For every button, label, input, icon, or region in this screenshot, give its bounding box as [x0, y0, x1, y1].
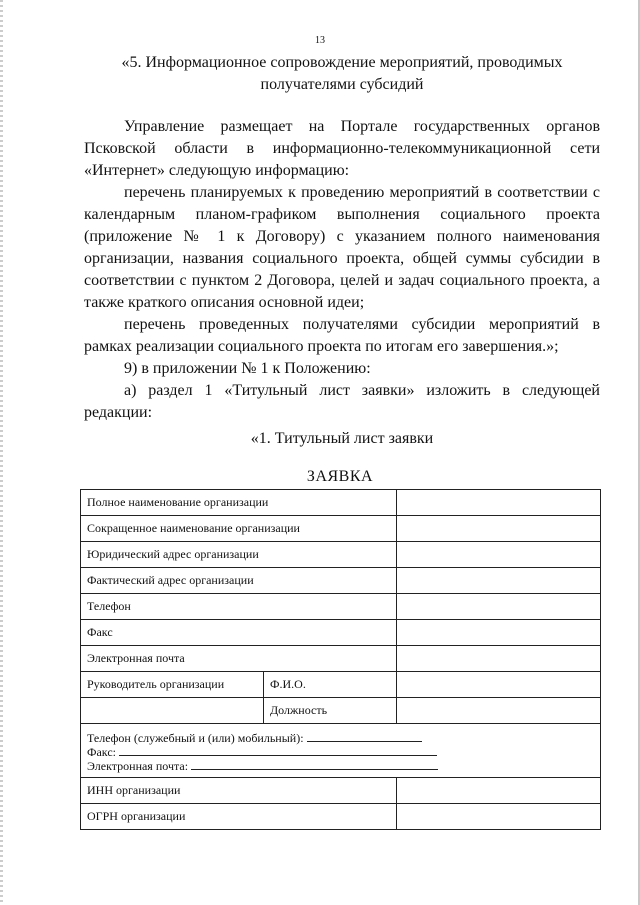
- phone-value: [397, 594, 601, 620]
- contact-phone-label: Телефон (служебный и (или) мобильный):: [87, 731, 304, 745]
- paragraph: перечень планируемых к проведению мероприятий в соответствии с календарным планом-графиком выполнения социального проекта (приложение № 1 к Договору) с указанием полного наименования организации, названия социального проекта, общей суммы субсидии в соответствии с пунктом 2 Договора, целей и задач социального проекта, а также краткого описания основной идеи;: [84, 184, 600, 311]
- email-label: Электронная почта: [81, 646, 397, 672]
- paragraph: 9) в приложении № 1 к Положению:: [124, 360, 371, 377]
- table-row: [81, 698, 601, 724]
- scan-edge-left: [0, 0, 3, 905]
- full-name-label: Полное наименование организации: [81, 490, 397, 516]
- head-label: Руководитель организации: [81, 672, 264, 698]
- inn-value: [397, 778, 601, 804]
- table-row: [81, 804, 601, 830]
- contact-fax-line: [87, 745, 594, 759]
- contact-info-cell: [81, 724, 601, 778]
- contact-phone-line: [87, 731, 594, 745]
- legal-address-label: Юридический адрес организации: [81, 542, 397, 568]
- position-value: [397, 698, 601, 724]
- actual-address-label: Фактический адрес организации: [81, 568, 397, 594]
- contact-phone-underline: [307, 731, 422, 742]
- inn-label: ИНН организации: [81, 778, 397, 804]
- paragraph: перечень проведенных получателями субсидии мероприятий в рамках реализации социального проекта по итогам его завершения.»;: [84, 316, 600, 355]
- table-row: [81, 490, 601, 516]
- table-row: [81, 516, 601, 542]
- paragraph: Управление размещает на Портале государственных органов Псковской области в информационно-телекоммуникационной сети «Интернет» следующую информацию:: [84, 118, 600, 179]
- paragraph: а) раздел 1 «Титульный лист заявки» изложить в следующей редакции:: [84, 382, 600, 421]
- table-row: [81, 672, 601, 698]
- fio-label: Ф.И.О.: [264, 672, 397, 698]
- contact-fax-underline: [119, 745, 437, 756]
- table-row: [81, 542, 601, 568]
- section-heading: «5. Информационное сопровождение мероприятий, проводимых получателями субсидий: [121, 54, 563, 93]
- position-label: Должность: [264, 698, 397, 724]
- email-value: [397, 646, 601, 672]
- table-row: [81, 778, 601, 804]
- fax-label: Факс: [81, 620, 397, 646]
- contact-email-underline: [191, 759, 438, 770]
- fio-value: [397, 672, 601, 698]
- subheading: «1. Титульный лист заявки: [250, 430, 434, 447]
- contact-email-line: [87, 759, 594, 773]
- table-row: [81, 724, 601, 778]
- phone-label: Телефон: [81, 594, 397, 620]
- head-label-cont: [81, 698, 264, 724]
- contact-email-label: Электронная почта:: [87, 759, 189, 773]
- short-name-value: [397, 516, 601, 542]
- table-row: [81, 594, 601, 620]
- legal-address-value: [397, 542, 601, 568]
- short-name-label: Сокращенное наименование организации: [81, 516, 397, 542]
- table-row: [81, 568, 601, 594]
- fax-value: [397, 620, 601, 646]
- form-title: ЗАЯВКА: [306, 468, 374, 485]
- ogrn-value: [397, 804, 601, 830]
- body-text: [84, 116, 600, 424]
- full-name-value: [397, 490, 601, 516]
- table-row: [81, 620, 601, 646]
- actual-address-value: [397, 568, 601, 594]
- ogrn-label: ОГРН организации: [81, 804, 397, 830]
- contact-fax-label: Факс:: [87, 745, 116, 759]
- application-form-table: [80, 489, 601, 830]
- page-number: 13: [315, 35, 325, 46]
- table-row: [81, 646, 601, 672]
